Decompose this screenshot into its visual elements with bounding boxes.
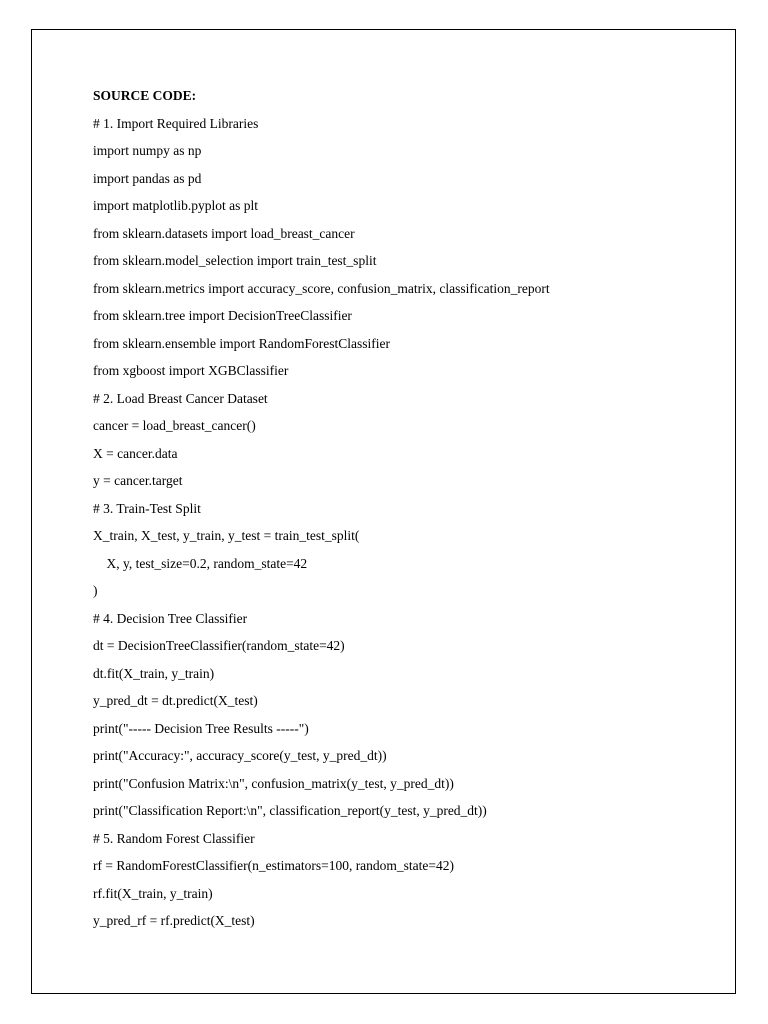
code-line: )	[93, 583, 98, 598]
code-line: # 5. Random Forest Classifier	[93, 830, 255, 846]
code-line: import matplotlib.pyplot as plt	[93, 198, 258, 213]
code-line: y_pred_rf = rf.predict(X_test)	[93, 913, 255, 928]
code-line: X = cancer.data	[93, 445, 178, 461]
code-line: from sklearn.model_selection import train_test_split	[93, 253, 377, 268]
code-line: from sklearn.ensemble import RandomForestClassifier	[93, 335, 390, 351]
code-line: print("Classification Report:\n", classification_report(y_test, y_pred_dt))	[93, 803, 487, 818]
code-line: cancer = load_breast_cancer()	[93, 418, 256, 433]
code-line: X, y, test_size=0.2, random_state=42	[93, 555, 308, 571]
code-line: print("Accuracy:", accuracy_score(y_test, y_pred_dt))	[93, 748, 387, 763]
code-line: print("----- Decision Tree Results -----")	[93, 720, 309, 736]
code-line: dt = DecisionTreeClassifier(random_state=42)	[93, 638, 345, 653]
code-line: y = cancer.target	[93, 473, 183, 488]
code-line: y_pred_dt = dt.predict(X_test)	[93, 693, 258, 708]
code-line: from xgboost import XGBClassifier	[93, 363, 289, 378]
code-line: rf = RandomForestClassifier(n_estimators=100, random_state=42)	[93, 858, 455, 873]
code-line: X_train, X_test, y_train, y_test = train_test_split(	[93, 528, 360, 543]
code-line: print("Confusion Matrix:\n", confusion_matrix(y_test, y_pred_dt))	[93, 775, 454, 791]
code-line: # 1. Import Required Libraries	[93, 115, 259, 131]
code-line: # 3. Train-Test Split	[93, 500, 201, 516]
code-line: # 2. Load Breast Cancer Dataset	[93, 390, 268, 406]
code-line: rf.fit(X_train, y_train)	[93, 885, 213, 901]
code-line: dt.fit(X_train, y_train)	[93, 665, 215, 681]
code-line: # 4. Decision Tree Classifier	[93, 610, 248, 626]
source-code-section	[93, 86, 713, 939]
code-line: from sklearn.metrics import accuracy_score, confusion_matrix, classification_report	[93, 280, 550, 296]
section-heading: SOURCE CODE:	[93, 88, 197, 103]
code-line: import pandas as pd	[93, 170, 202, 186]
code-line: import numpy as np	[93, 143, 202, 158]
code-line: from sklearn.datasets import load_breast_cancer	[93, 225, 355, 241]
code-line: from sklearn.tree import DecisionTreeClassifier	[93, 308, 352, 323]
